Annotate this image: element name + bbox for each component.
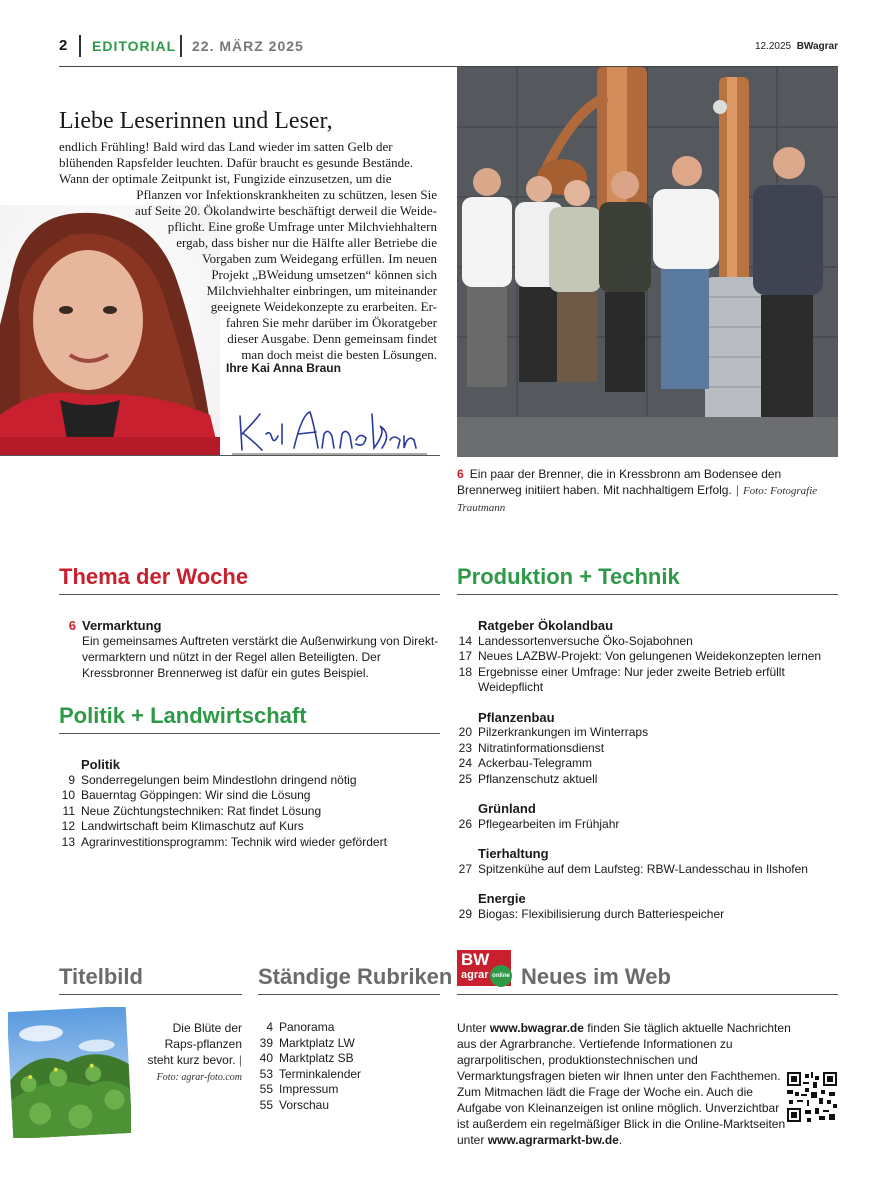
editorial-line: blühenden Rapsfelder leuchten. Dafür braucht es gesunde Bestände.	[59, 155, 414, 170]
toc-item[interactable]: 18 Ergebnisse einer Umfrage: Nur jeder zweite Betrieb erfüllt Weidepflicht	[458, 664, 785, 694]
toc-category: Politik	[81, 757, 121, 772]
toc-category: Ratgeber Ökolandbau	[478, 618, 614, 633]
toc-category: Pflanzenbau	[478, 709, 555, 725]
editorial-heading: Liebe Leserinnen und Leser,	[59, 108, 333, 134]
issue-label: 12.2025 BWagrar	[754, 41, 838, 52]
header-divider	[79, 35, 81, 57]
editorial-line: Wann der optimale Zeitpunkt ist, Fungizide einzusetzen, um die	[59, 171, 392, 186]
cover-credit: Foto: agrar-foto.com	[156, 1072, 242, 1083]
section-rule	[59, 994, 242, 995]
caption-credit: Foto: Fotografie Trautmann	[457, 485, 818, 514]
toc-item[interactable]: 14 Landessortenversuche Öko-Sojabohnen	[458, 633, 693, 648]
toc-category: Grünland	[478, 801, 536, 816]
thema-entry[interactable]	[59, 618, 440, 681]
editorial-line: geeignete Weidekonzepte zu erarbeiten. Er-	[210, 299, 437, 314]
section-title-politik: Politik + Landwirtschaft	[59, 703, 307, 728]
section-rule	[457, 594, 838, 595]
toc-item[interactable]: 13 Agrarinvestitionsprogramm: Technik wird wieder gefördert	[61, 834, 387, 849]
section-title-thema: Thema der Woche	[59, 564, 249, 589]
link-agrarmarkt[interactable]: www.agrarmarkt-bw.de	[487, 1133, 619, 1147]
editorial-text	[59, 139, 437, 363]
photo-caption: 6 Ein paar der Brenner, die in Kressbronn am Bodensee den Brennerweg initiiert haben. Mit nachhaltigem Erfolg. | Foto: Fotografie Trautmann	[457, 467, 818, 514]
section-title-titelbild: Titelbild	[59, 964, 143, 989]
politik-list	[53, 757, 443, 850]
editorial-line: Pflanzen vor Infektionskrankheiten zu schützen, lesen Sie	[136, 187, 437, 202]
section-label: EDITORIAL	[92, 38, 177, 54]
toc-item[interactable]: 53 Terminkalender	[259, 1066, 362, 1081]
editorial-line: man doch meist die besten Lösungen.	[241, 347, 437, 362]
toc-item[interactable]: 39 Marktplatz LW	[259, 1035, 355, 1050]
section-rule	[457, 994, 838, 995]
toc-item[interactable]: 29 Biogas: Flexibilisierung durch Batteriespeicher	[458, 906, 725, 921]
editorial-baseline	[0, 455, 440, 456]
toc-item[interactable]: 55 Impressum	[259, 1082, 339, 1096]
editorial-line: Projekt „BWeidung umsetzen“ können sich	[211, 267, 437, 282]
cover-image-rapeseed[interactable]	[8, 1007, 131, 1138]
toc-category: Tierhaltung	[478, 846, 549, 861]
toc-item[interactable]: 9 Sonderregelungen beim Mindestlohn dringend nötig	[68, 772, 357, 787]
toc-item[interactable]: 40 Marktplatz SB	[259, 1051, 354, 1065]
editorial-line: endlich Frühling! Bald wird das Land wieder im satten Gelb der	[59, 139, 393, 154]
web-text: Unter www.bwagrar.de finden Sie täglich aktuelle Nachrichten aus der Agrarbranche. Vertiefende Informationen zu agrarpolitischen, produktionstechnischen und Vermarktungsfragen bieten wir Ihnen unter den Fachthemen. Zum Mitmachen lädt die Frage der Woche ein. Auch die Aufgabe von Kleinanzeigen ist online möglich. Unverzichtbar ist außerdem ein regelmäßiger Blick in die Online-Marktseiten unter www.agrarmarkt-bw.de.	[457, 1021, 791, 1147]
toc-item[interactable]: 10 Bauerntag Göppingen: Wir sind die Lösung	[61, 788, 311, 802]
editorial-signoff: Ihre Kai Anna Braun	[226, 361, 341, 375]
bwagrar-online-logo: BW agrar online	[457, 950, 511, 986]
toc-item[interactable]: 25 Pflanzenschutz aktuell	[458, 771, 598, 786]
caption-page-number: 6	[457, 467, 464, 481]
section-rule	[258, 994, 440, 995]
editorial-line: Milchviehhalter einbringen, um miteinander	[206, 283, 437, 298]
caption-text: Ein paar der Brenner, die in Kressbronn am Bodensee den Brennerweg initiiert haben. Mit nachhaltigem Erfolg.	[457, 467, 782, 497]
toc-item[interactable]: 55 Vorschau	[259, 1097, 330, 1112]
cover-caption: Die Blüte der Raps-pflanzen steht kurz bevor. | Foto: agrar-foto.com	[147, 1021, 242, 1083]
section-title-rubriken: Ständige Rubriken	[258, 964, 453, 989]
cover-caption-text: Die Blüte der Raps-pflanzen steht kurz bevor.	[147, 1021, 242, 1067]
thema-text: Ein gemeinsames Auftreten verstärkt die Außenwirkung von Direkt-vermarktern und nützt in der Regel allen Beteiligten. Der Kressbronner Brennerweg ist dafür ein gutes Beispiel.	[82, 634, 439, 680]
toc-item[interactable]: 20 Pilzerkrankungen im Winterraps	[458, 725, 649, 739]
toc-item[interactable]: 4 Panorama	[266, 1020, 335, 1034]
section-rule	[59, 733, 440, 734]
toc-item[interactable]: 12 Landwirtschaft beim Klimaschutz auf Kurs	[61, 819, 304, 833]
issue-date: 22. MÄRZ 2025	[192, 38, 304, 54]
editorial-line: fahren Sie mehr darüber im Ökoratgeber	[225, 315, 437, 330]
toc-item[interactable]: 27 Spitzenkühe auf dem Laufsteg: RBW-Landesschau in Ilshofen	[458, 861, 808, 876]
thema-page: 6	[68, 618, 76, 633]
editorial-line: Vorgaben zum Weidegang erfüllen. Im neuen	[201, 251, 437, 266]
toc-item[interactable]: 24 Ackerbau-Telegramm	[458, 756, 593, 770]
page-number: 2	[59, 37, 68, 54]
handwritten-signature	[232, 404, 427, 460]
rubriken-list	[251, 1020, 441, 1113]
section-title-produktion: Produktion + Technik	[457, 564, 680, 589]
toc-category: Energie	[478, 891, 526, 906]
link-bwagrar[interactable]: www.bwagrar.de	[489, 1021, 584, 1035]
brenner-group-photo	[457, 67, 838, 457]
thema-heading: Vermarktung	[82, 618, 162, 633]
editorial-line: ergab, dass bisher nur die Hälfte aller Betriebe die	[176, 235, 437, 250]
editorial-line: auf Seite 20. Ökolandwirte beschäftigt derweil die Weide-	[135, 203, 437, 218]
header-divider	[180, 35, 182, 57]
qr-code-icon[interactable]	[787, 1072, 837, 1122]
editorial-line: pflicht. Eine große Umfrage unter Milchviehhaltern	[167, 219, 437, 234]
produktion-list	[450, 618, 845, 922]
toc-item[interactable]: 17 Neues LAZBW-Projekt: Von gelungenen Weidekonzepten lernen	[458, 649, 822, 663]
toc-item[interactable]: 11 Neue Züchtungstechniken: Rat findet Lösung	[62, 803, 322, 818]
toc-item[interactable]: 23 Nitratinformationsdienst	[458, 740, 605, 755]
toc-item[interactable]: 26 Pflegearbeiten im Frühjahr	[458, 816, 620, 831]
section-rule	[59, 594, 440, 595]
editorial-line: dieser Ausgabe. Denn gemeinsam findet	[227, 331, 437, 346]
section-title-web: Neues im Web	[521, 964, 671, 989]
